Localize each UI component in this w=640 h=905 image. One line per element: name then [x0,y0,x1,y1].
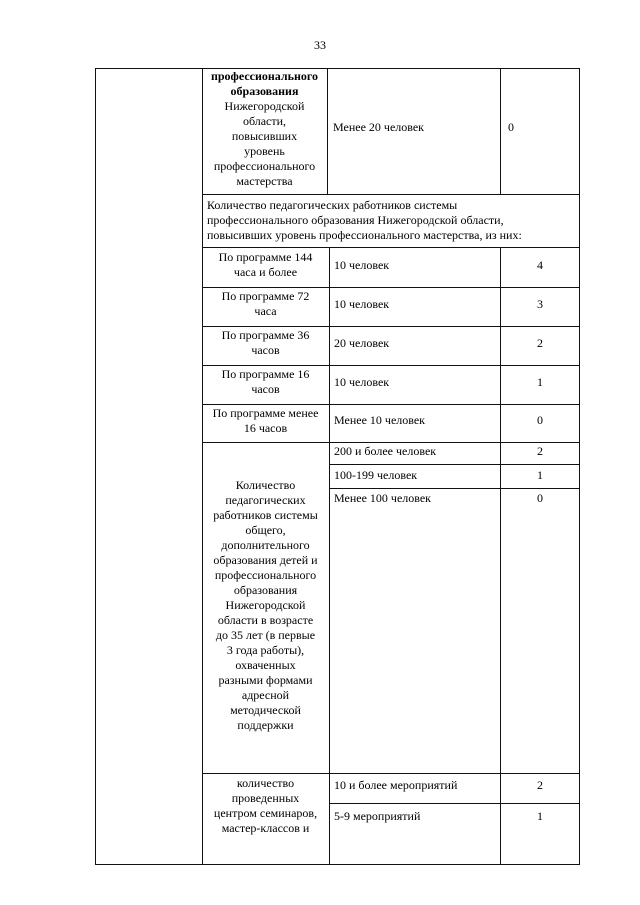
criterion-line: повысивших [231,129,298,143]
score-cell: 1 [537,809,543,823]
program-label: По программе 72 [221,289,310,303]
section-heading-line: профессионального образования Нижегородской области, [207,213,504,227]
score-cell: 2 [537,336,543,350]
criterion-line: профессионального [214,568,317,582]
score-cell: 0 [537,491,543,505]
section-heading-line: повысивших уровень профессионального мастерства, из них: [207,228,522,242]
program-label: 16 часов [243,421,288,435]
value-cell: Менее 10 человек [334,413,426,427]
program-label: По программе 144 [218,250,313,264]
criterion-line: педагогических [225,493,306,507]
criterion-line: Нижегородской [225,598,306,612]
value-cell: 10 человек [334,375,390,389]
criterion-line: уровень [244,144,285,158]
section-heading-line: Количество педагогических работников системы [207,198,458,212]
criterion-line: дополнительного [221,538,310,552]
criterion-line: мастер-классов и [221,821,310,835]
page-number: 33 [314,38,326,52]
value-cell: 100-199 человек [334,468,418,482]
criterion-line: 3 года работы), [226,643,305,657]
criterion-line: до 35 лет (в первые [215,628,316,642]
criterion-bold-line: образования [230,84,299,98]
program-label: часов [251,343,280,357]
criterion-line: методической [230,703,301,717]
score-cell: 2 [537,778,543,792]
program-label: часа [254,304,277,318]
criterion-line: работников системы [213,508,318,522]
criterion-line: охваченных [235,658,296,672]
criterion-bold-line: профессионального [210,69,319,83]
value-cell: 10 человек [334,258,390,272]
criterion-line: общего, [245,523,286,537]
value-cell: Менее 20 человек [333,120,425,134]
criterion-line: количество [236,776,295,790]
criterion-line: образования детей и [213,553,318,567]
criterion-line: центром семинаров, [213,806,318,820]
criterion-line: области, [242,114,287,128]
criterion-line: мастерства [236,174,293,188]
program-label: По программе 16 [221,367,310,381]
score-cell: 2 [537,444,543,458]
criterion-line: профессионального [213,159,316,173]
program-label: часа и более [233,265,298,279]
value-cell: 200 и более человек [334,444,437,458]
criterion-line: Нижегородской [224,99,305,113]
score-cell: 0 [537,413,543,427]
criterion-line: разными формами [218,673,313,687]
criterion-line: Количество [235,478,296,492]
value-cell: 20 человек [334,336,390,350]
criterion-line: образования [233,583,298,597]
program-label: По программе менее [212,406,319,420]
score-cell: 0 [508,120,514,134]
criterion-line: адресной [241,688,290,702]
value-cell: 5-9 мероприятий [334,809,421,823]
program-label: часов [251,382,280,396]
value-cell: 10 и более мероприятий [334,778,458,792]
criterion-line: поддержки [237,718,294,732]
score-cell: 4 [537,258,543,272]
score-cell: 3 [537,297,543,311]
program-label: По программе 36 [221,328,310,342]
criterion-line: проведенных [231,791,300,805]
value-cell: Менее 100 человек [334,491,432,505]
criterion-line: области в возрасте [217,613,314,627]
value-cell: 10 человек [334,297,390,311]
score-cell: 1 [537,375,543,389]
score-cell: 1 [537,468,543,482]
